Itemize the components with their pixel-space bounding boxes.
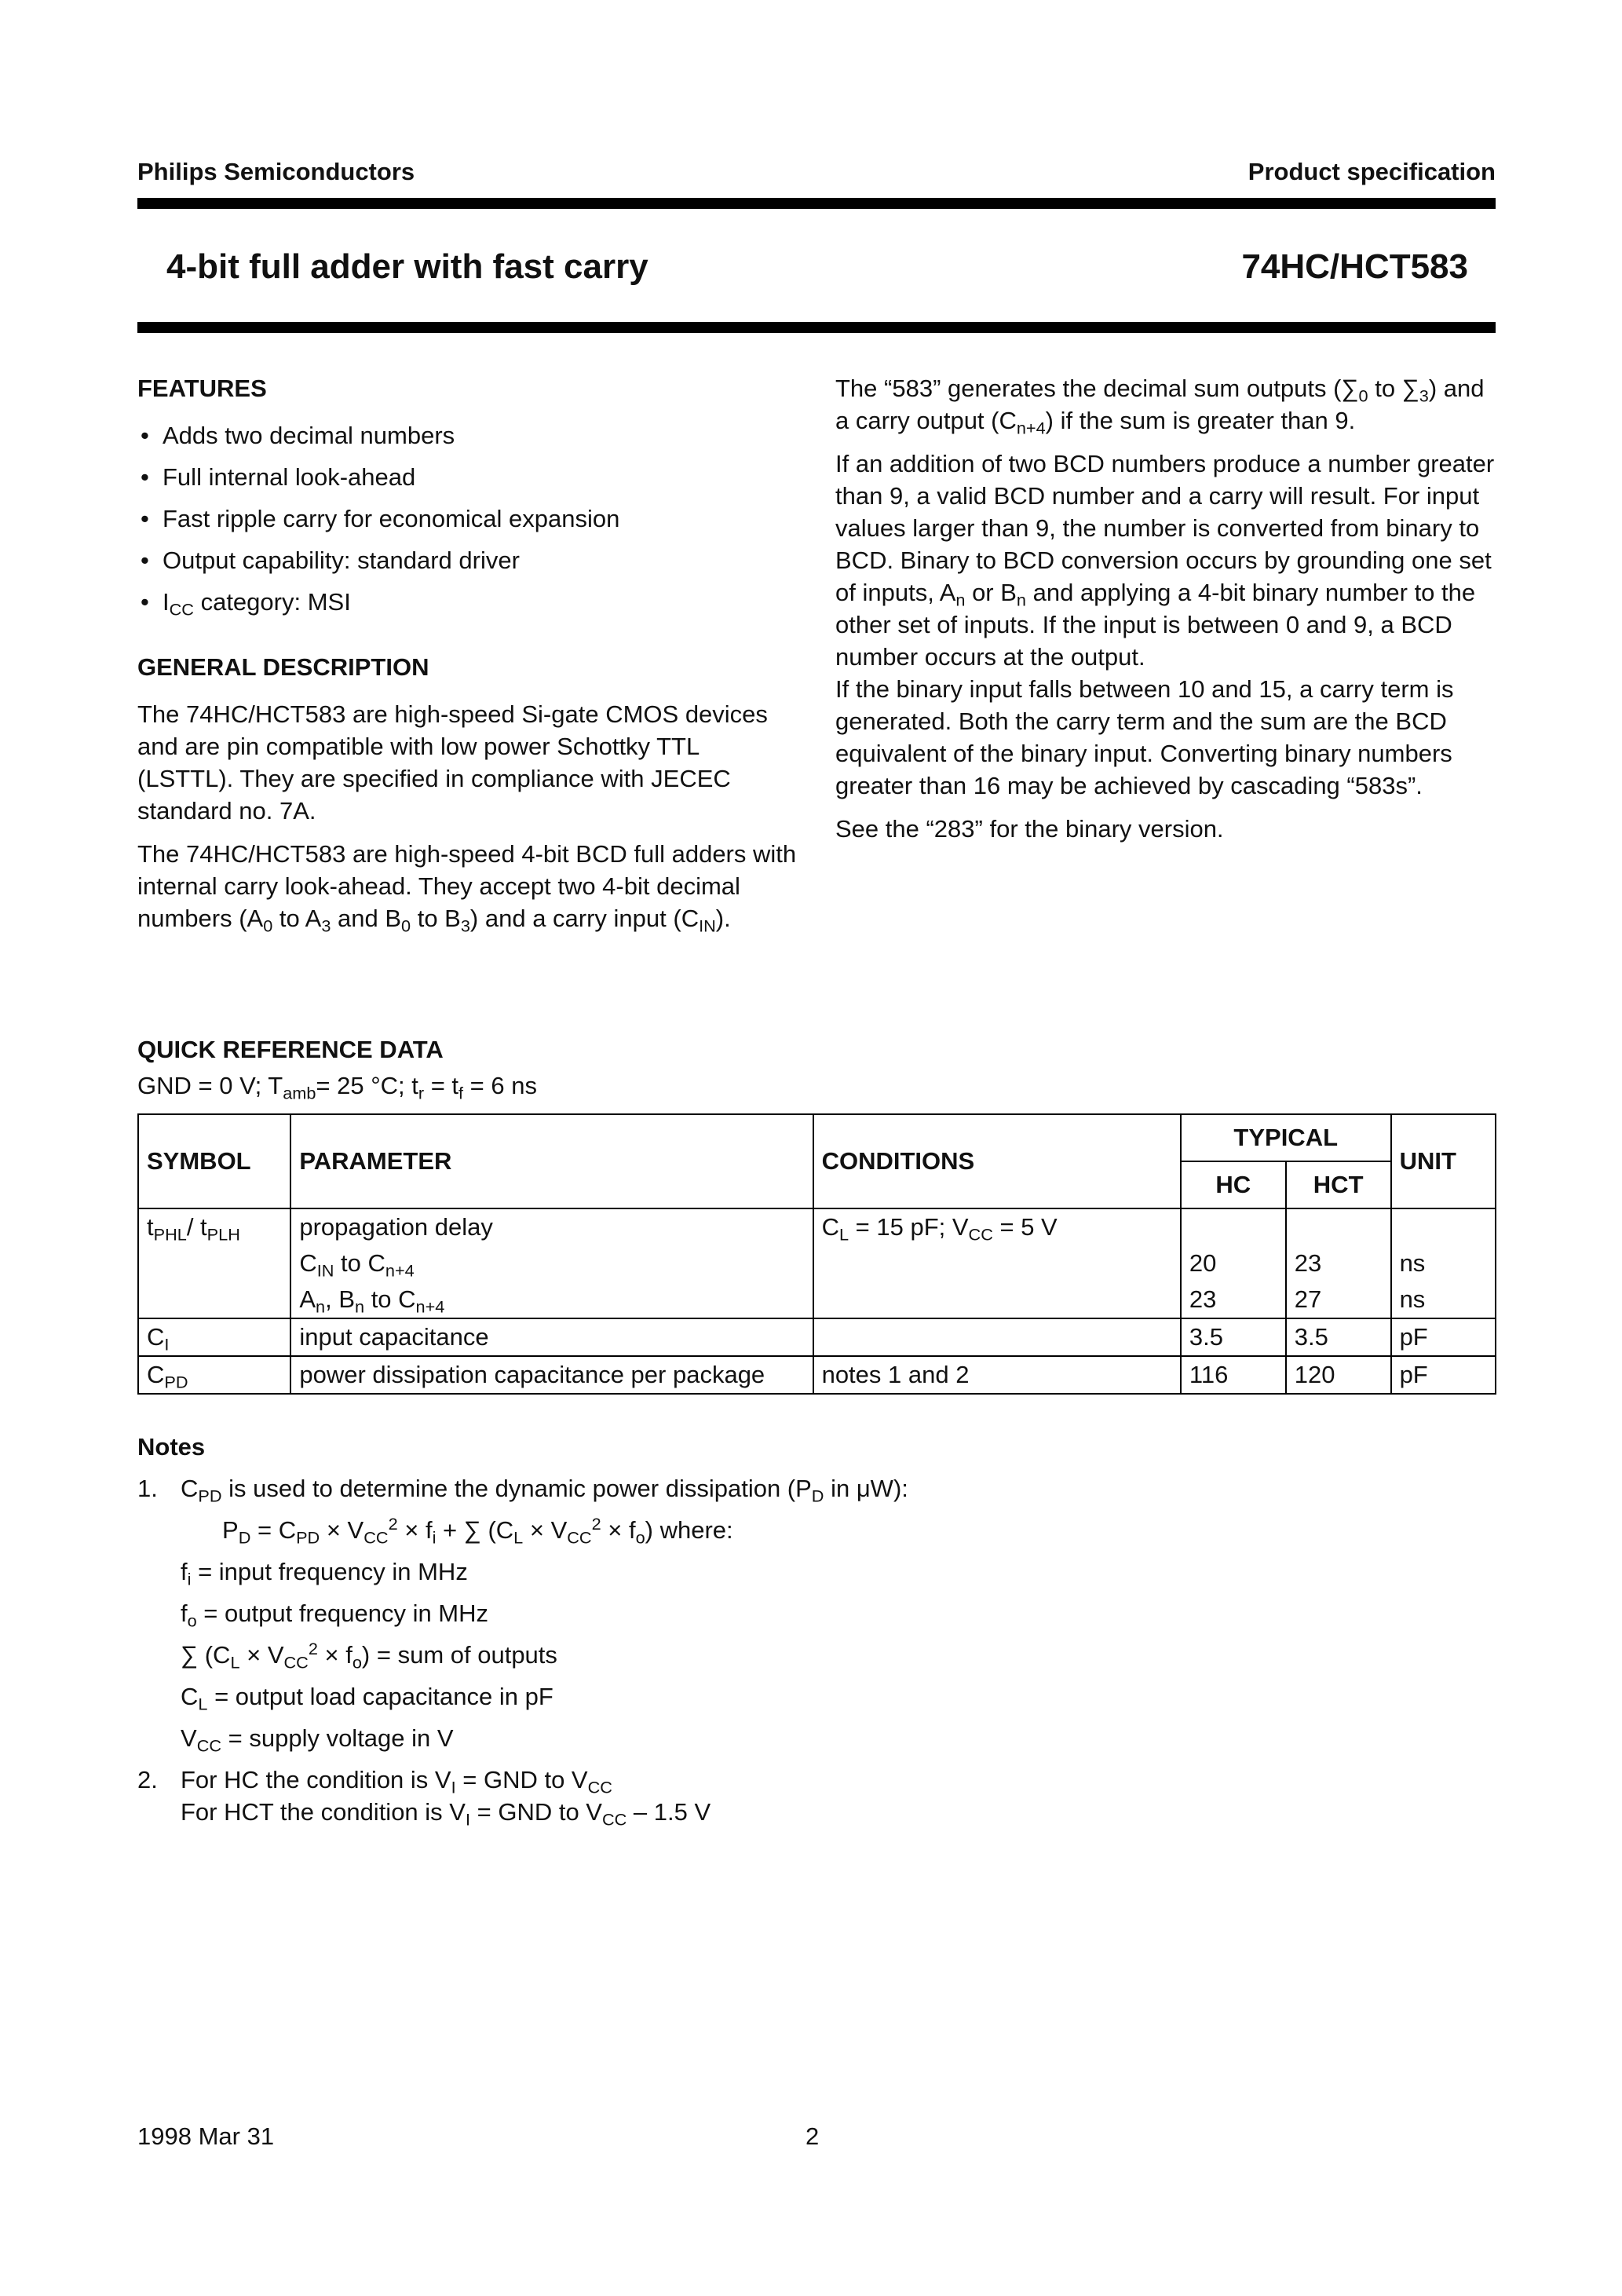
list-item: • $I_{CC}$ category: MSI xyxy=(137,586,797,627)
cell-hc: 3.5 xyxy=(1181,1318,1286,1356)
cell-parameter: propagation delay xyxy=(290,1208,813,1245)
part-number: 74HC/HCT583 xyxy=(1241,247,1468,286)
list-item: • Output capability: standard driver xyxy=(137,544,797,586)
cell-hc: 116 xyxy=(1181,1356,1286,1394)
table-row xyxy=(138,1208,1496,1245)
note-1-vcc: $V_{CC}$ = supply voltage in V xyxy=(181,1724,454,1756)
cell-conditions: notes 1 and 2 xyxy=(813,1356,1181,1394)
cell-unit: ns xyxy=(1391,1245,1496,1281)
company-name: Philips Semiconductors xyxy=(137,158,415,185)
list-item: • Fast ripple carry for economical expansion xyxy=(137,503,797,544)
cell-hct: 120 xyxy=(1286,1356,1391,1394)
col-header-hc: HC xyxy=(1181,1161,1286,1208)
col-header-parameter: PARAMETER xyxy=(290,1114,813,1208)
table-row xyxy=(138,1356,1496,1394)
note-1-fo: $f_o$ = output frequency in MHz xyxy=(181,1600,489,1631)
table-row xyxy=(138,1318,1496,1356)
note-1-formula: $P_D = C_{PD} \times V_{CC}^2 \times f_i$ + ∑ $(C_L \times V_{CC}^2 \times f_o)$ where: xyxy=(222,1514,733,1548)
cell-symbol: $C_I$ xyxy=(138,1318,290,1356)
quick-reference-table xyxy=(137,1113,1496,1395)
notes-section xyxy=(137,1431,1496,1828)
cell-parameter: $A_n$, $B_n$ to $C_{n+4}$ xyxy=(290,1281,813,1318)
footer-date: 1998 Mar 31 xyxy=(137,2122,275,2150)
cell-symbol: $t_{PHL}/$ $t_{PLH}$ xyxy=(138,1208,290,1318)
cell-unit: pF xyxy=(1391,1318,1496,1356)
quick-reference-heading: QUICK REFERENCE DATA xyxy=(137,1036,444,1063)
cell-hct: 3.5 xyxy=(1286,1318,1391,1356)
general-description-para2: The 74HC/HCT583 are high-speed 4-bit BCD full adders with internal carry look-ahead. They accept two 4-bit decimal numbers ($A_0$ to $A_3$ and $B_0$ to $B_3$) and a carry input $(C_{IN})$. xyxy=(137,840,797,936)
cell-hct: 23 xyxy=(1286,1245,1391,1281)
right-para3: If the binary input falls between 10 and 15, a carry term is generated. Both the carry term and the sum are the BCD equivalent of the binary input. Converting binary numbers greater than 16 may be achieved by cascading “583s”. xyxy=(835,675,1454,799)
note-1: 1. $C_{PD}$ is used to determine the dynamic power dissipation ($P_D$ in μW): xyxy=(137,1475,908,1506)
note-1-fi: $f_i$ = input frequency in MHz xyxy=(181,1558,468,1589)
col-header-conditions: CONDITIONS xyxy=(813,1114,1181,1208)
col-header-unit: UNIT xyxy=(1391,1114,1496,1208)
right-para2: If an addition of two BCD numbers produce a number greater than 9, a valid BCD number and a carry will result. For input values larger than 9, the number is converted from binary to BCD. Binary to BCD conversion occurs by grounding one set of inputs, $A_n$ or $B_n$ and applying a 4-bit binary number to the other set of inputs. If the input is between 0 and 9, a BCD number occurs at the output. xyxy=(835,450,1495,671)
page-number: 2 xyxy=(806,2122,820,2150)
quick-reference-conditions: GND = 0 V; $T_{amb}= 25$ °C; $t_r = t_f = 6$ ns xyxy=(137,1072,537,1103)
notes-heading: Notes xyxy=(137,1433,206,1461)
right-column xyxy=(835,372,1495,845)
list-item: • Adds two decimal numbers xyxy=(137,419,797,461)
cell-unit: pF xyxy=(1391,1356,1496,1394)
right-para4: See the “283” for the binary version. xyxy=(835,815,1224,843)
features-list xyxy=(137,419,797,627)
left-column xyxy=(137,372,797,934)
cell-parameter: input capacitance xyxy=(290,1318,813,1356)
general-description-heading: GENERAL DESCRIPTION xyxy=(137,653,429,681)
header-rule-bottom xyxy=(137,322,1496,333)
cell-conditions xyxy=(813,1318,1181,1356)
page-title: 4-bit full adder with fast carry xyxy=(166,247,648,286)
list-item: • Full internal look-ahead xyxy=(137,461,797,503)
cell-hc: 20 xyxy=(1181,1245,1286,1281)
cell-parameter: power dissipation capacitance per package xyxy=(290,1356,813,1394)
cell-parameter: $C_{IN}$ to $C_{n+4}$ xyxy=(290,1245,813,1281)
cell-hct: 27 xyxy=(1286,1281,1391,1318)
cell-symbol: $C_{PD}$ xyxy=(138,1356,290,1394)
document-type: Product specification xyxy=(1248,158,1496,185)
cell-unit: ns xyxy=(1391,1281,1496,1318)
col-header-typical: TYPICAL xyxy=(1181,1114,1391,1161)
general-description-para1: The 74HC/HCT583 are high-speed Si-gate CMOS devices and are pin compatible with low power Schottky TTL (LSTTL). They are specified in compliance with JECEC standard no. 7A. xyxy=(137,700,768,824)
note-2: 2. For HC the condition is $V_I$ = GND to $V_{CC}$ For HCT the condition is $V_I$ = GND to $V_{CC} - 1.5$ V xyxy=(137,1766,711,1830)
features-heading: FEATURES xyxy=(137,375,267,402)
cell-conditions: $C_L = 15$ pF; $V_{CC} = 5$ V xyxy=(813,1208,1181,1318)
note-1-sum: ∑ $(C_L \times V_{CC}^2 \times f_o)$ = sum of outputs xyxy=(181,1639,557,1673)
header-rule-top xyxy=(137,198,1496,209)
col-header-hct: HCT xyxy=(1286,1161,1391,1208)
note-1-cl: $C_L$ = output load capacitance in pF xyxy=(181,1683,553,1714)
table-header-row xyxy=(138,1114,1496,1161)
cell-hc: 23 xyxy=(1181,1281,1286,1318)
col-header-symbol: SYMBOL xyxy=(138,1114,290,1208)
right-para1: The “583” generates the decimal sum outputs ($\sum_0$ to $\sum_3$) and a carry output $(C_{n+4})$ if the sum is greater than 9. xyxy=(835,375,1485,438)
